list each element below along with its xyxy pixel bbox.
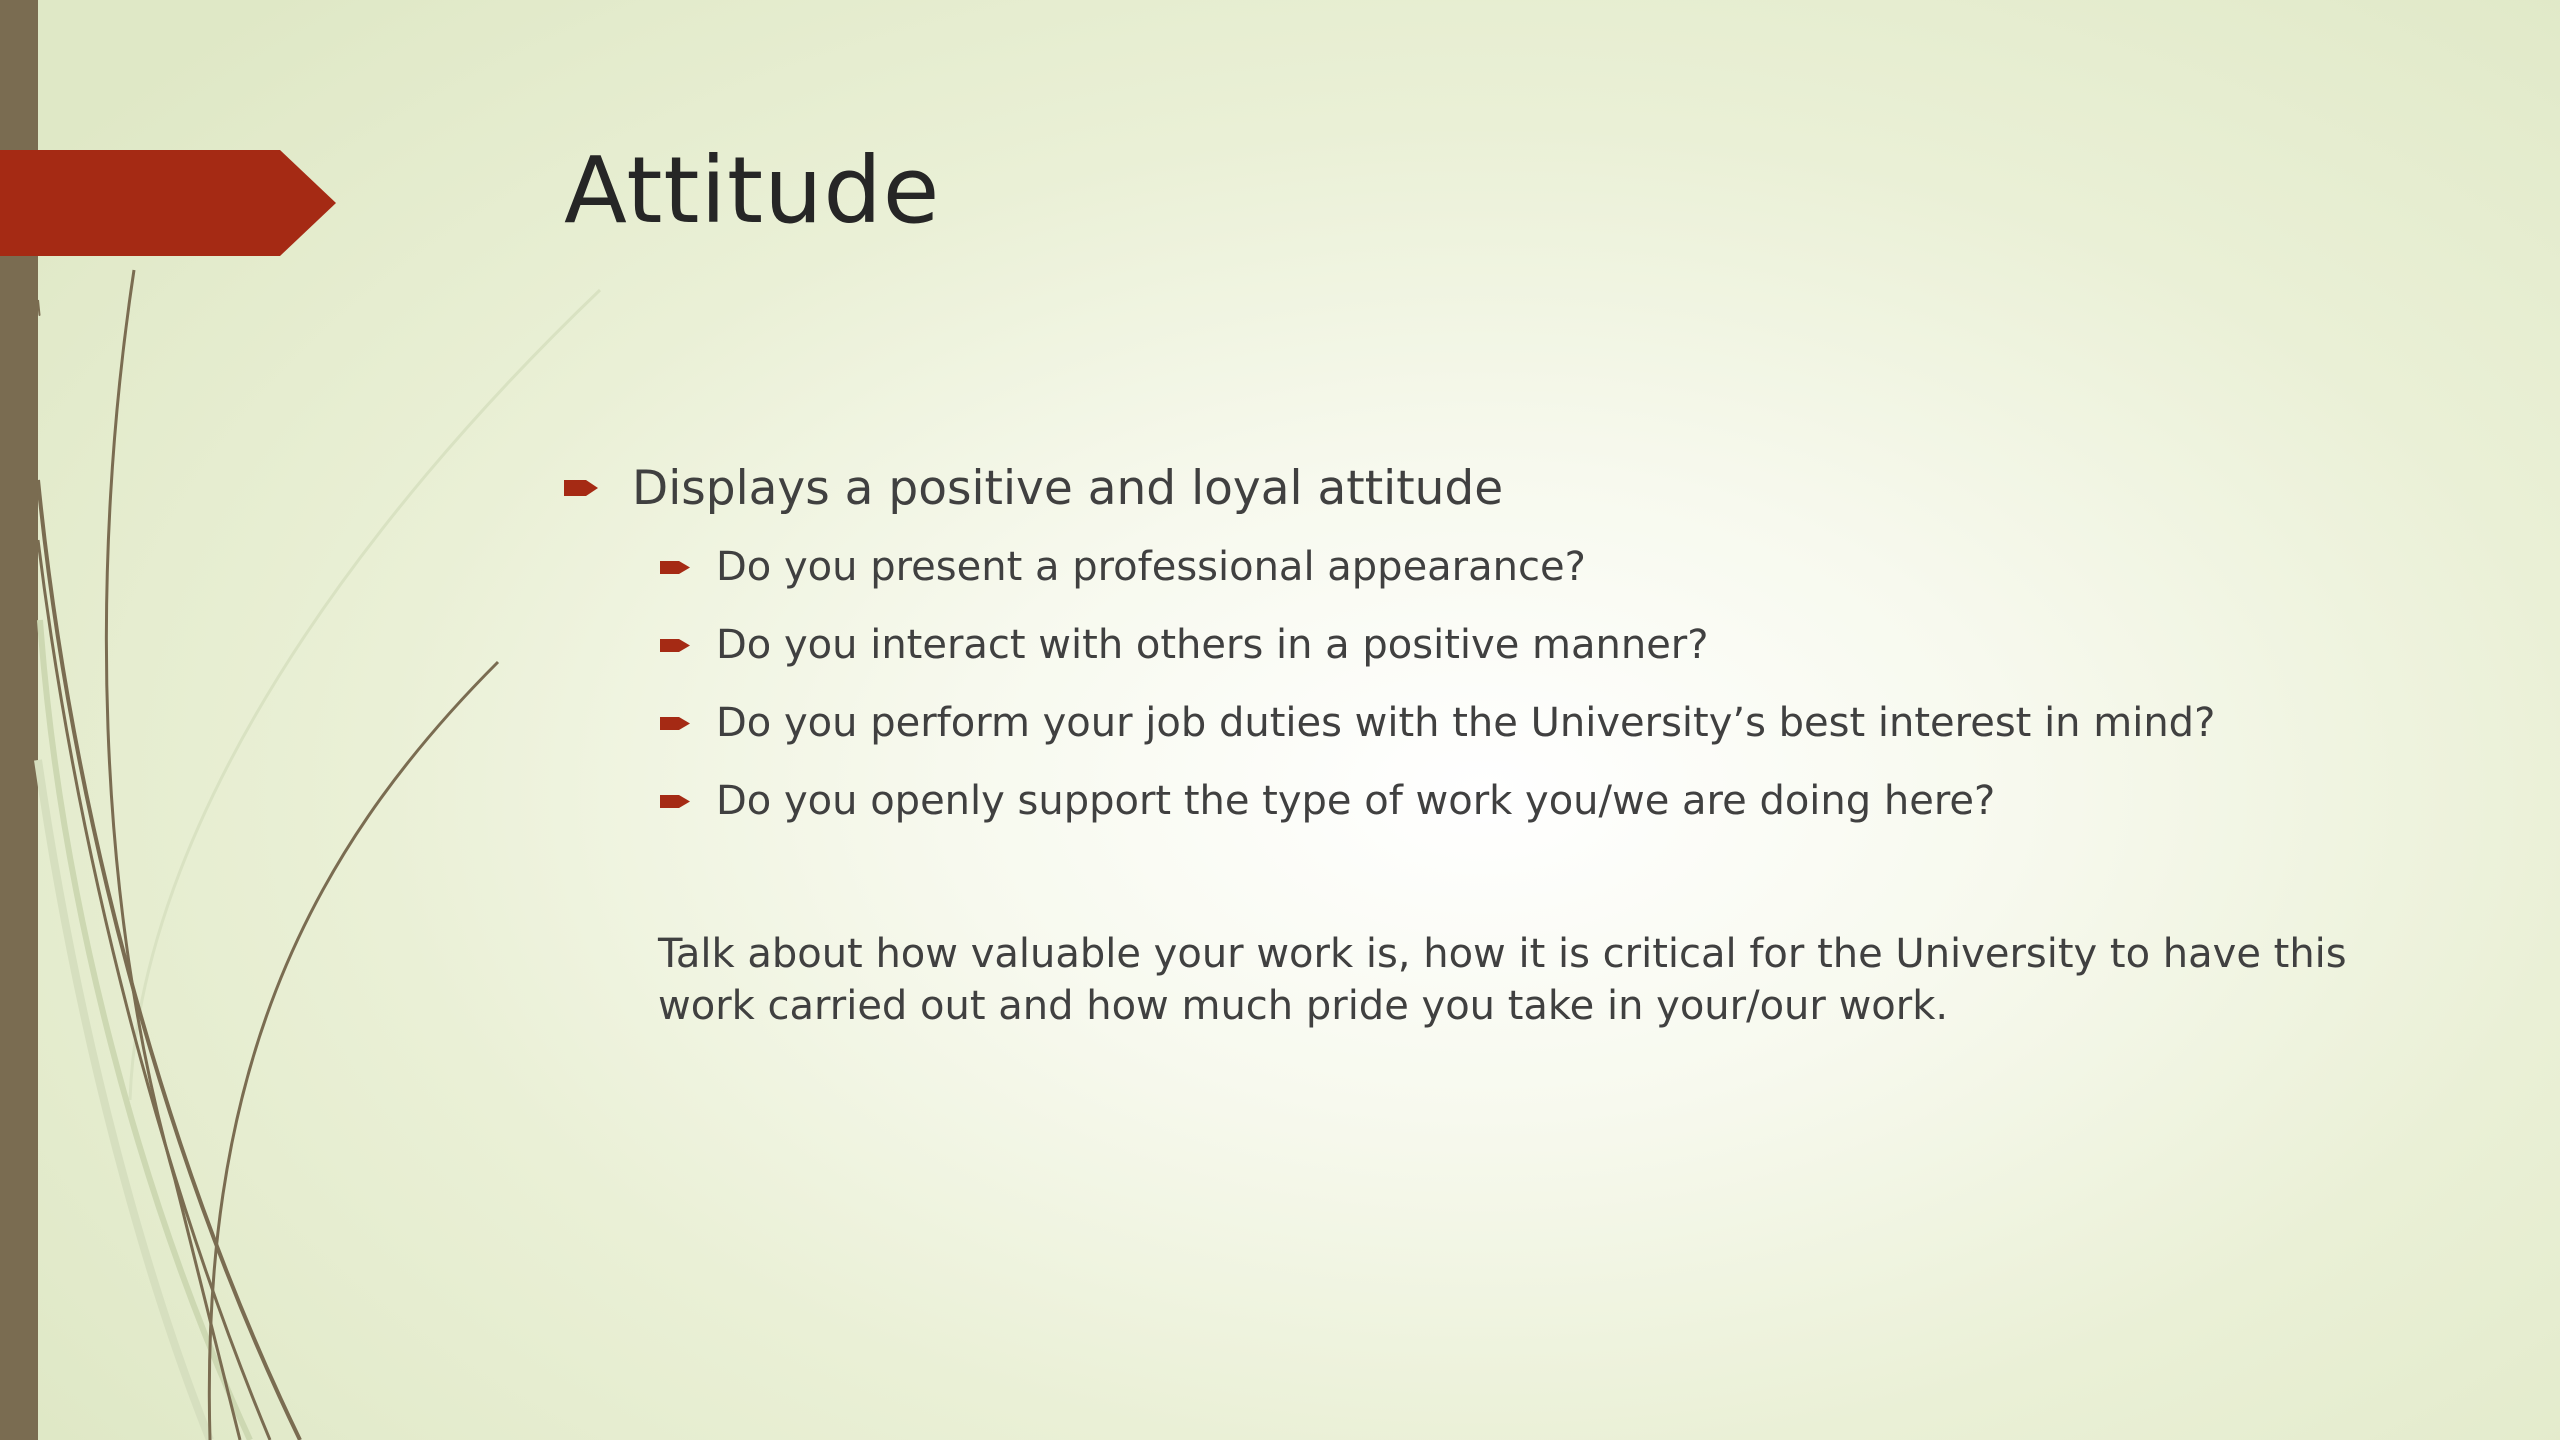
- sub-bullet-text: Do you present a professional appearance?: [716, 544, 1586, 590]
- sub-bullet-text: Do you perform your job duties with the University’s best interest in mind?: [716, 700, 2216, 746]
- arrow-bullet-icon: [564, 477, 598, 499]
- arrow-bullet-icon: [660, 714, 690, 733]
- main-bullet-text: Displays a positive and loyal attitude: [632, 460, 1504, 516]
- bullet-list: [564, 452, 2464, 840]
- main-bullet-item: [564, 452, 2464, 524]
- sub-bullet-text: Do you interact with others in a positive manner?: [716, 622, 1709, 668]
- arrow-bullet-icon: [660, 558, 690, 577]
- arrow-bullet-icon: [660, 636, 690, 655]
- title-arrow-banner: [0, 150, 336, 256]
- sub-bullet-item: [660, 762, 2464, 840]
- arrow-bullet-icon: [660, 792, 690, 811]
- sub-bullet-item: [660, 684, 2464, 762]
- sub-bullet-text: Do you openly support the type of work you/we are doing here?: [716, 778, 1996, 824]
- speaker-note-text: Talk about how valuable your work is, how it is critical for the University to have this work carried out and how much pride you take in your/our work.: [658, 931, 2347, 1029]
- sub-bullet-item: [660, 606, 2464, 684]
- sub-bullet-item: [660, 528, 2464, 606]
- slide-title: Attitude: [564, 137, 941, 244]
